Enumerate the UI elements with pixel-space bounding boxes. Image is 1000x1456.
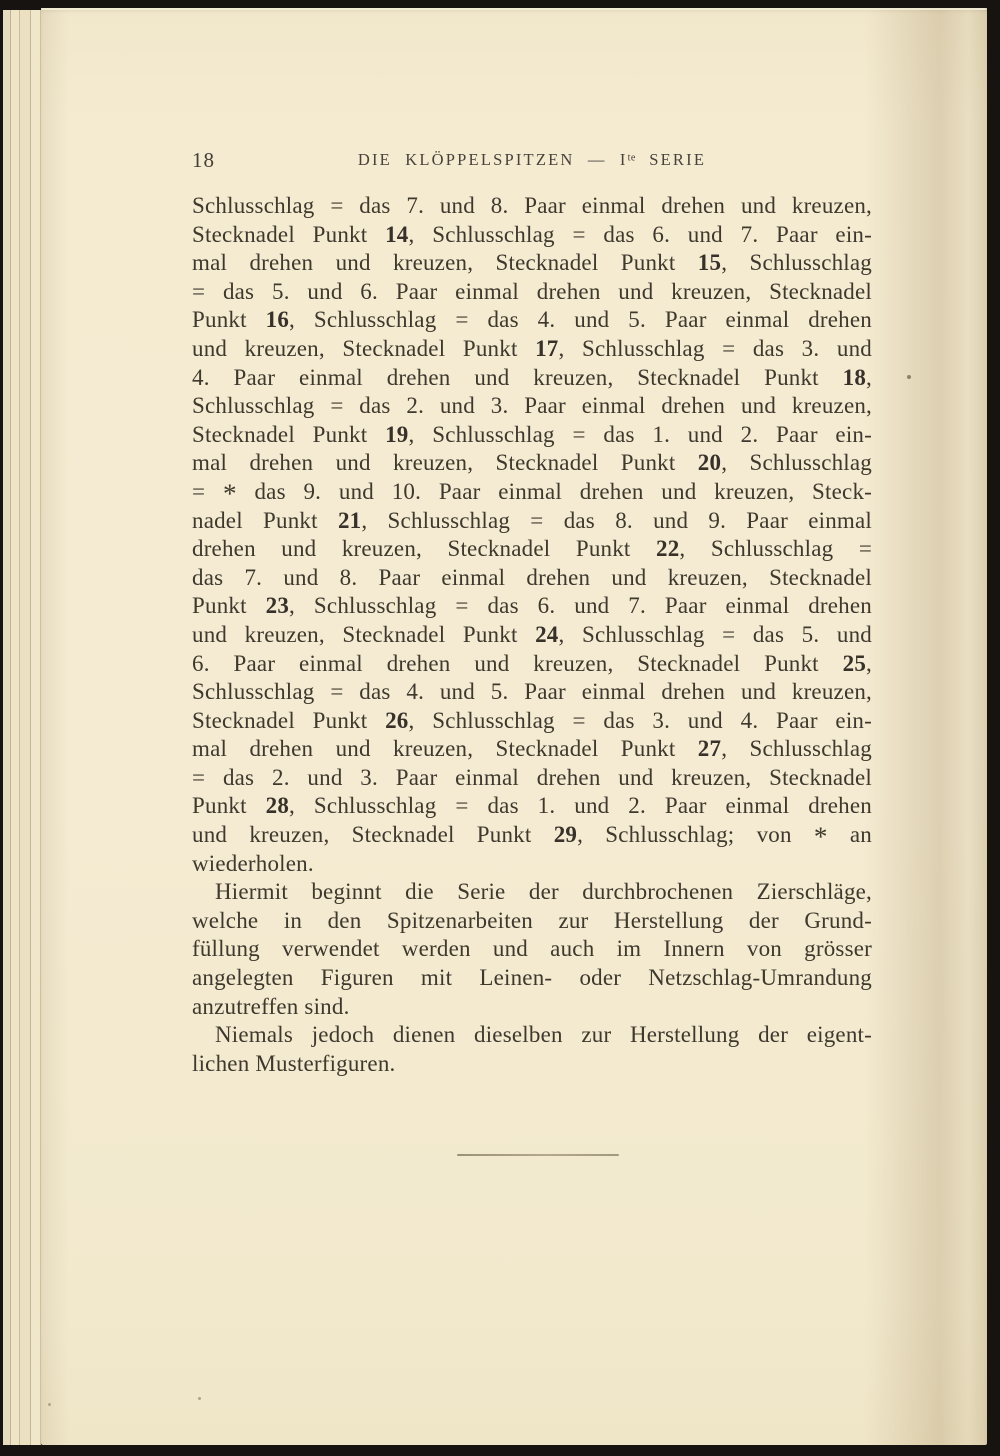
text-segment: Niemals jedoch dienen dieselben zur Herstellung der eigent- bbox=[215, 1022, 872, 1048]
text-line bbox=[192, 507, 872, 536]
text-line bbox=[192, 392, 872, 421]
text-segment: Schlusschlag = das 2. und 3. Paar einmal drehen und kreuzen, bbox=[192, 393, 872, 419]
text-line bbox=[192, 592, 872, 621]
repeat-asterisk: * bbox=[813, 821, 828, 852]
running-header-title bbox=[192, 150, 872, 170]
page-edge-strip bbox=[11, 10, 20, 1445]
text-segment: Hiermit beginnt die Serie der durchbrochenen Zierschläge, bbox=[215, 879, 872, 905]
pin-point-number: 18 bbox=[842, 364, 867, 390]
text-segment: 4. Paar einmal drehen und kreuzen, Stecknadel Punkt bbox=[192, 364, 843, 390]
pin-point-number: 22 bbox=[656, 536, 680, 562]
text-segment: wiederholen. bbox=[192, 850, 314, 876]
text-segment: anzutreffen sind. bbox=[192, 993, 350, 1019]
page-edge-strip bbox=[3, 10, 11, 1445]
text-segment: , Schlusschlag = das 6. und 7. Paar einmal drehen bbox=[289, 593, 872, 619]
pin-point-number: 28 bbox=[265, 793, 290, 819]
pin-point-number: 15 bbox=[697, 250, 722, 276]
text-segment: , Schlusschlag bbox=[721, 450, 873, 476]
pin-point-number: 24 bbox=[535, 621, 559, 647]
text-segment: Punkt bbox=[192, 307, 266, 333]
text-line bbox=[192, 707, 872, 736]
text-segment: lichen Musterfiguren. bbox=[192, 1050, 396, 1076]
text-segment: das 7. und 8. Paar einmal drehen und kreuzen, Stecknadel bbox=[192, 564, 872, 590]
text-line bbox=[192, 907, 872, 936]
running-head bbox=[192, 146, 872, 172]
pin-point-number: 17 bbox=[535, 335, 559, 361]
repeat-asterisk: * bbox=[222, 478, 237, 509]
text-segment: Schlusschlag = das 4. und 5. Paar einmal drehen und kreuzen, bbox=[192, 679, 872, 705]
text-segment: , Schlusschlag = das 6. und 7. Paar ein- bbox=[408, 221, 872, 247]
text-line bbox=[192, 564, 872, 593]
text-segment: DIE KLÖPPELSPITZEN — I bbox=[357, 150, 628, 169]
text-line bbox=[192, 964, 872, 993]
text-line bbox=[192, 421, 872, 450]
text-segment: angelegten Figuren mit Leinen- oder Netzschlag-Umrandung bbox=[192, 965, 872, 991]
text-segment: mal drehen und kreuzen, Stecknadel Punkt bbox=[192, 450, 698, 476]
text-segment: , Schlusschlag = das 8. und 9. Paar einmal bbox=[361, 507, 872, 533]
text-segment: mal drehen und kreuzen, Stecknadel Punkt bbox=[192, 736, 698, 762]
text-line bbox=[192, 792, 872, 821]
text-line bbox=[192, 335, 872, 364]
text-line bbox=[192, 221, 872, 250]
text-line bbox=[192, 249, 872, 278]
text-line bbox=[192, 993, 872, 1022]
text-segment: , Schlusschlag = das 5. und bbox=[558, 621, 872, 647]
text-segment: SERIE bbox=[635, 150, 707, 169]
page-edge-strip bbox=[31, 10, 41, 1445]
text-line bbox=[192, 621, 872, 650]
text-line bbox=[192, 192, 872, 221]
text-segment: , Schlusschlag; von bbox=[577, 822, 814, 848]
text-line bbox=[192, 306, 872, 335]
pin-point-number: 14 bbox=[385, 221, 409, 247]
text-line bbox=[192, 935, 872, 964]
book-page bbox=[41, 8, 987, 1445]
text-segment: das 9. und 10. Paar einmal drehen und kreuzen, Steck- bbox=[236, 478, 872, 504]
text-line bbox=[192, 650, 872, 679]
text-segment: Punkt bbox=[192, 793, 266, 819]
pin-point-number: 21 bbox=[337, 507, 362, 533]
text-segment: , Schlusschlag = das 3. und bbox=[558, 335, 872, 361]
pin-point-number: 16 bbox=[265, 307, 290, 333]
body-text bbox=[192, 192, 872, 1078]
scan-speck bbox=[907, 375, 911, 379]
pin-point-number: 27 bbox=[697, 736, 722, 762]
text-segment: Stecknadel Punkt bbox=[192, 221, 386, 247]
text-segment: , bbox=[866, 650, 872, 676]
text-segment: Punkt bbox=[192, 593, 266, 619]
text-segment: , Schlusschlag bbox=[721, 250, 873, 276]
text-segment: = bbox=[192, 478, 223, 504]
text-segment: und kreuzen, Stecknadel Punkt bbox=[192, 621, 536, 647]
text-segment: nadel Punkt bbox=[192, 507, 338, 533]
text-segment: , Schlusschlag = das 4. und 5. Paar einmal drehen bbox=[289, 307, 872, 333]
text-segment: , bbox=[866, 364, 872, 390]
page-edge-strip bbox=[20, 10, 31, 1445]
text-line bbox=[192, 1021, 872, 1050]
text-line bbox=[192, 449, 872, 478]
text-line bbox=[192, 278, 872, 307]
pin-point-number: 25 bbox=[842, 650, 867, 676]
text-segment: welche in den Spitzenarbeiten zur Herstellung der Grund- bbox=[192, 907, 872, 933]
pin-point-number: 26 bbox=[385, 707, 409, 733]
text-line bbox=[192, 478, 872, 507]
scan-speck bbox=[198, 1397, 201, 1400]
text-segment: , Schlusschlag = bbox=[679, 536, 872, 562]
text-segment: te bbox=[627, 152, 636, 164]
text-segment: , Schlusschlag bbox=[721, 736, 873, 762]
text-segment: füllung verwendet werden und auch im Innern von grösser bbox=[192, 936, 872, 962]
text-segment: mal drehen und kreuzen, Stecknadel Punkt bbox=[192, 250, 698, 276]
text-segment: Stecknadel Punkt bbox=[192, 707, 386, 733]
text-line bbox=[192, 535, 872, 564]
text-segment: = das 2. und 3. Paar einmal drehen und kreuzen, Stecknadel bbox=[192, 764, 872, 790]
text-segment: Stecknadel Punkt bbox=[192, 421, 386, 447]
text-line bbox=[192, 735, 872, 764]
pin-point-number: 23 bbox=[265, 593, 290, 619]
text-segment: an bbox=[827, 822, 872, 848]
text-line bbox=[192, 821, 872, 850]
text-segment: , Schlusschlag = das 1. und 2. Paar einmal drehen bbox=[289, 793, 872, 819]
section-end-rule bbox=[457, 1154, 619, 1156]
text-segment: drehen und kreuzen, Stecknadel Punkt bbox=[192, 536, 656, 562]
text-segment: = das 5. und 6. Paar einmal drehen und kreuzen, Stecknadel bbox=[192, 278, 872, 304]
pin-point-number: 29 bbox=[553, 822, 578, 848]
text-segment: , Schlusschlag = das 3. und 4. Paar ein- bbox=[408, 707, 872, 733]
scan-speck bbox=[48, 1403, 51, 1406]
text-line bbox=[192, 364, 872, 393]
text-segment: 6. Paar einmal drehen und kreuzen, Stecknadel Punkt bbox=[192, 650, 843, 676]
text-segment: Schlusschlag = das 7. und 8. Paar einmal drehen und kreuzen, bbox=[192, 193, 872, 218]
pin-point-number: 20 bbox=[697, 450, 722, 476]
page-number: 18 bbox=[192, 148, 215, 172]
pin-point-number: 19 bbox=[385, 421, 409, 447]
text-line bbox=[192, 878, 872, 907]
text-line bbox=[192, 850, 872, 879]
text-line bbox=[192, 678, 872, 707]
text-segment: , Schlusschlag = das 1. und 2. Paar ein- bbox=[408, 421, 872, 447]
text-line bbox=[192, 764, 872, 793]
text-segment: und kreuzen, Stecknadel Punkt bbox=[192, 335, 536, 361]
text-segment: und kreuzen, Stecknadel Punkt bbox=[192, 822, 554, 848]
text-line bbox=[192, 1050, 872, 1079]
